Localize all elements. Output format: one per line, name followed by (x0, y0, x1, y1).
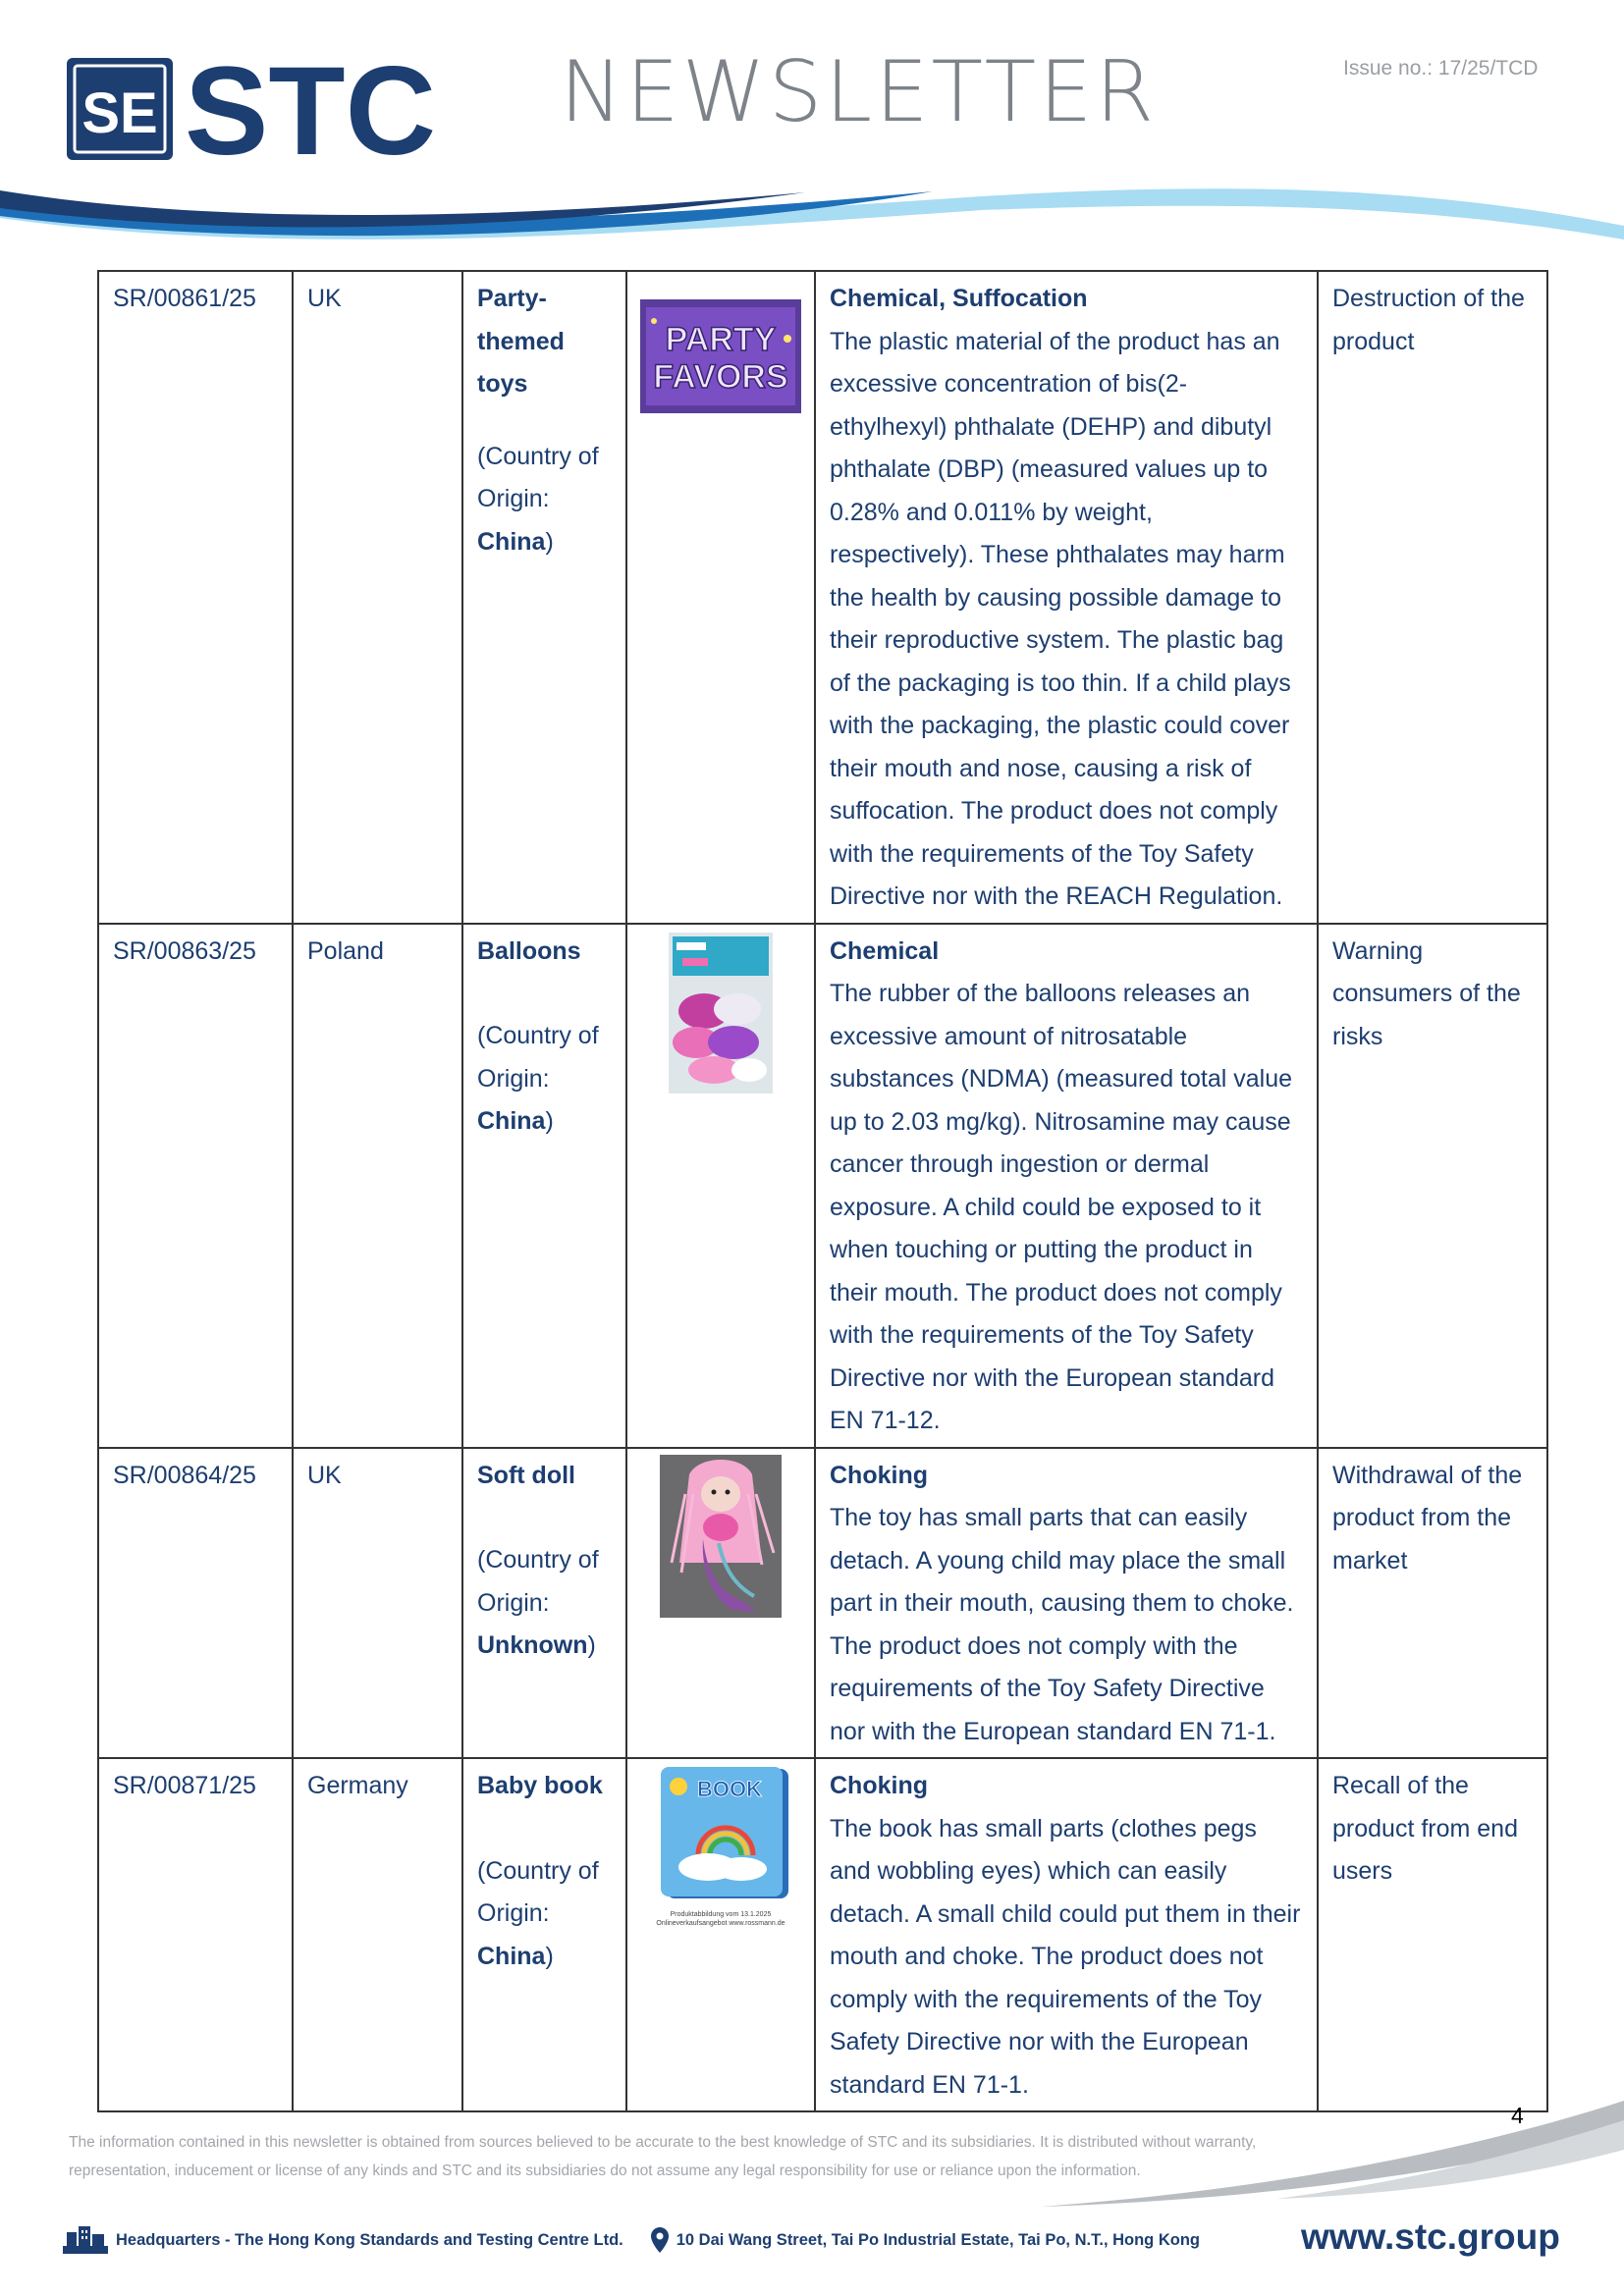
risk-type: Choking (830, 1772, 928, 1799)
mermaid-doll-image (660, 1455, 782, 1618)
recall-table (97, 270, 1548, 2112)
party-favors-toy-image (640, 299, 801, 413)
risk-cell (815, 1758, 1318, 2111)
risk-description: The plastic material of the product has an excessive concentration of bis(2-ethylhexyl) phthalate (DEHP) and dibutyl phthalate (DBP) (measured values up to 0.28% and 0.011% by weight, respectively). These phthalates may harm the health by causing possible damage to their reproductive system. The plastic bag of the packaging is too thin. If a child plays with the packaging, the plastic could cover their mouth and nose, causing a risk of suffocation. The product does not comply with the requirements of the Toy Safety Directive nor with the REACH Regulation. (830, 327, 1291, 910)
product-name: Soft doll (477, 1461, 575, 1489)
country-cell: UK (293, 271, 462, 924)
table-row (98, 924, 1547, 1448)
country-cell: Germany (293, 1758, 462, 2111)
measure-cell: Warning consumers of the risks (1318, 924, 1547, 1448)
image-credit: Produktabbildung vom 13.1.2025 Onlineverkaufsangebot www.rossmann.de (656, 1911, 785, 1927)
reference-cell: SR/00861/25 (98, 271, 293, 924)
image-cell (626, 1448, 815, 1759)
product-name: Balloons (477, 936, 581, 965)
risk-description: The book has small parts (clothes pegs and wobbling eyes) which can easily detach. A small child could put them in their mouth and choke. The product does not comply with the requirements of the Toy Safety Directive nor with the European standard EN 71-1. (830, 1814, 1301, 2099)
risk-type: Chemical, Suffocation (830, 285, 1088, 312)
image-cell (626, 1758, 815, 2111)
risk-cell (815, 1448, 1318, 1759)
svg-text:FAVORS: FAVORS (653, 358, 788, 396)
page-number: 4 (1511, 2103, 1524, 2128)
table-row (98, 271, 1547, 924)
product-cell (462, 271, 626, 924)
product-cell (462, 1758, 626, 2111)
measure-cell: Recall of the product from end users (1318, 1758, 1547, 2111)
country-cell: Poland (293, 924, 462, 1448)
building-icon (63, 2226, 108, 2254)
origin-text: (Country of Origin: China) (477, 1022, 599, 1135)
header-wave-decoration (0, 177, 1624, 265)
risk-cell (815, 271, 1318, 924)
risk-type: Chemical (830, 936, 940, 965)
headquarters-bar (63, 2220, 1200, 2260)
svg-text:PARTY: PARTY (665, 321, 777, 358)
location-pin-icon (651, 2227, 669, 2253)
image-cell (626, 271, 815, 924)
baby-book-image (649, 1765, 792, 1910)
table-row (98, 1758, 1547, 2111)
risk-cell (815, 924, 1318, 1448)
website-link[interactable]: www.stc.group (1301, 2216, 1560, 2257)
measure-cell: Destruction of the product (1318, 271, 1547, 924)
headquarters-label: Headquarters - The Hong Kong Standards and Testing Centre Ltd. (116, 2230, 623, 2249)
image-cell (626, 924, 815, 1448)
measure-cell: Withdrawal of the product from the market (1318, 1448, 1547, 1759)
product-name: Baby book (477, 1772, 603, 1799)
origin-text: (Country of Origin: China) (477, 442, 599, 556)
risk-description: The toy has small parts that can easily detach. A young child may place the small part in their mouth, causing them to choke. The product does not comply with the requirements of the Toy Safety Directive nor with the European standard EN 71-1. (830, 1504, 1294, 1745)
product-name: Party-themed toys (477, 285, 565, 398)
address: 10 Dai Wang Street, Tai Po Industrial Estate, Tai Po, N.T., Hong Kong (676, 2230, 1200, 2249)
reference-cell: SR/00864/25 (98, 1448, 293, 1759)
reference-cell: SR/00863/25 (98, 924, 293, 1448)
risk-type: Choking (830, 1461, 928, 1489)
origin-text: (Country of Origin: Unknown) (477, 1546, 599, 1659)
logo-mark: SE (81, 81, 158, 145)
brand-name: STC (185, 56, 436, 162)
product-cell (462, 924, 626, 1448)
country-cell: UK (293, 1448, 462, 1759)
svg-text:BOOK: BOOK (697, 1777, 762, 1801)
newsletter-title: NEWSLETTER (560, 43, 1158, 141)
balloons-image (669, 933, 773, 1094)
stc-logo (67, 56, 460, 167)
risk-description: The rubber of the balloons releases an excessive amount of nitrosatable substances (NDMA) (measured total value up to 2.03 mg/kg). Nitrosamine may cause cancer through ingestion or dermal exposure. A child could be exposed to it when touching or putting the product in their mouth. The product does not comply with the requirements of the Toy Safety Directive nor with the European standard EN 71-12. (830, 980, 1293, 1434)
disclaimer: The information contained in this newsletter is obtained from sources believed to be accurate to the best knowledge of STC and its subsidiaries. It is distributed without warranty, representation, inducement or license of any kinds and STC and its subsidiaries do not assume any legal responsibility for use or reliance upon the information. (69, 2134, 1257, 2179)
table-row (98, 1448, 1547, 1759)
origin-text: (Country of Origin: China) (477, 1856, 599, 1970)
reference-cell: SR/00871/25 (98, 1758, 293, 2111)
product-cell (462, 1448, 626, 1759)
issue-number: Issue no.: 17/25/TCD (1343, 57, 1539, 80)
